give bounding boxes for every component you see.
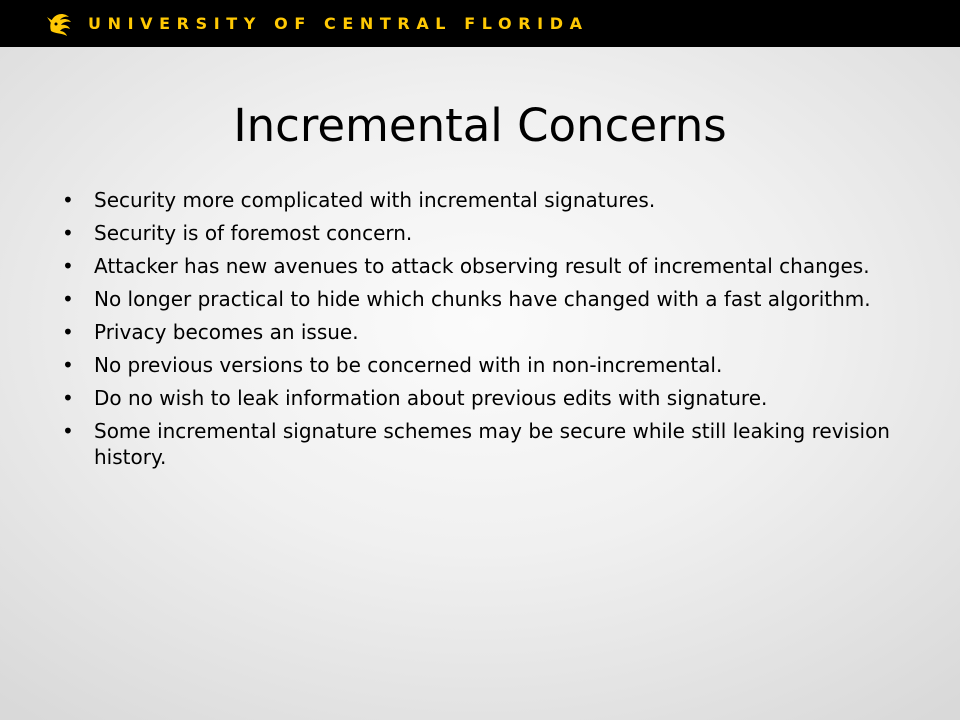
bullet-icon: • [62,287,74,311]
bullet-item [62,319,912,345]
bullet-text: No longer practical to hide which chunks have changed with a fast algorithm. [94,287,871,311]
bullet-text: No previous versions to be concerned with in non-incremental. [94,353,723,377]
bullet-icon: • [62,188,74,212]
bullet-icon: • [62,419,74,443]
bullet-item [62,385,912,411]
slide-title: Incremental Concerns [233,99,727,152]
bullet-text: Do no wish to leak information about previous edits with signature. [94,386,768,410]
bullet-icon: • [62,221,74,245]
bullet-text: Security is of foremost concern. [94,221,413,245]
university-header-bar [0,0,960,47]
bullet-item [62,253,912,279]
bullet-item [62,352,912,378]
bullet-item [62,187,912,213]
bullet-text: Privacy becomes an issue. [94,320,359,344]
ucf-pegasus-logo-icon [45,9,75,39]
bullet-icon: • [62,353,74,377]
bullet-item [62,418,912,470]
bullet-text: Attacker has new avenues to attack observing result of incremental changes. [94,254,870,278]
bullet-list [62,187,912,477]
university-name: UNIVERSITY OF CENTRAL FLORIDA [88,14,589,33]
bullet-icon: • [62,320,74,344]
bullet-item [62,220,912,246]
bullet-text: Security more complicated with incremental signatures. [94,188,656,212]
bullet-item [62,286,912,312]
bullet-icon: • [62,386,74,410]
bullet-icon: • [62,254,74,278]
bullet-text: Some incremental signature schemes may be secure while still leaking revision history. [94,419,890,469]
